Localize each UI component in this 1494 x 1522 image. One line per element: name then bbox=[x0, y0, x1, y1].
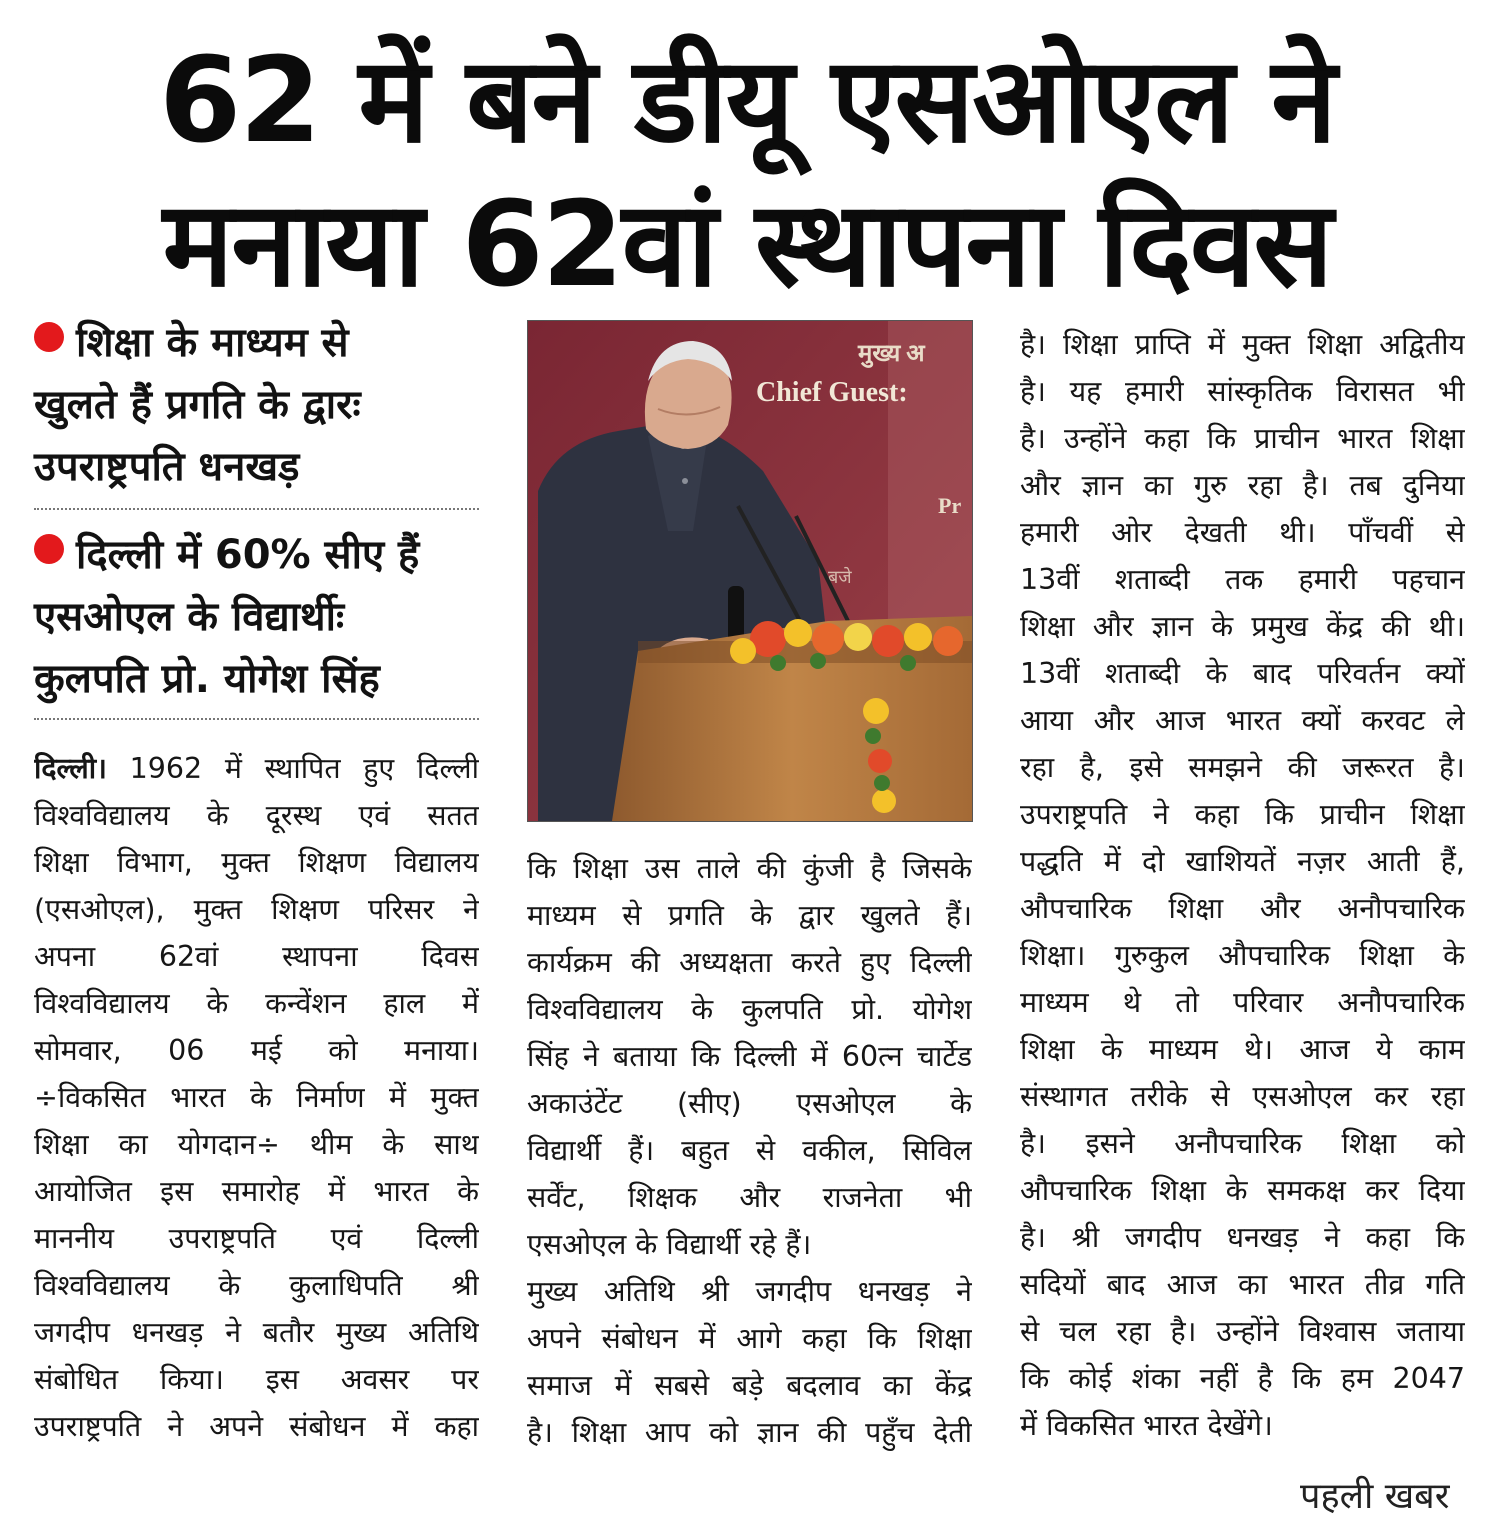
news-photo bbox=[527, 320, 973, 822]
column-3-line: औपचारिक शिक्षा और अनौपचारिक bbox=[1020, 892, 1465, 925]
column-2-line: सर्वेंट, शिक्षक और राजनेता भी bbox=[527, 1181, 972, 1214]
column-3-line: है। शिक्षा प्राप्ति में मुक्त शिक्षा अद्वितीय bbox=[1020, 328, 1465, 361]
column-2-line: समाज में सबसे बड़े बदलाव का केंद्र bbox=[527, 1369, 972, 1402]
column-1-line: (एसओएल), मुक्त शिक्षण परिसर ने bbox=[34, 893, 479, 926]
column-1-line: अपना 62वां स्थापना दिवस bbox=[34, 940, 479, 973]
column-1-line: शिक्षा विभाग, मुक्त शिक्षण विद्यालय bbox=[34, 846, 479, 879]
column-3-line: औपचारिक शिक्षा के समकक्ष कर दिया bbox=[1020, 1174, 1465, 1207]
column-2-line: विश्वविद्यालय के कुलपति प्रो. योगेश bbox=[527, 993, 972, 1026]
column-1-line: आयोजित इस समारोह में भारत के bbox=[34, 1175, 479, 1208]
banner-hindi-text: मुख्य अ bbox=[858, 341, 925, 367]
column-3-line: रहा है, इसे समझने की जरूरत है। bbox=[1020, 751, 1465, 784]
dateline: दिल्ली। bbox=[34, 752, 107, 785]
column-3-line: शिक्षा के माध्यम थे। आज ये काम bbox=[1020, 1033, 1465, 1066]
subhead-2 bbox=[34, 524, 479, 710]
subhead-2-line-2: एसओएल के विद्यार्थीः bbox=[34, 594, 345, 640]
headline-line-2: मनाया 62वां स्थापना दिवस bbox=[162, 175, 1332, 313]
bullet-icon bbox=[34, 534, 64, 564]
subhead-1-line-3: उपराष्ट्रपति धनखड़ bbox=[34, 444, 300, 490]
column-1-line-text: 1962 में स्थापित हुए दिल्ली bbox=[106, 752, 479, 785]
column-3-line: है। श्री जगदीप धनखड़ ने कहा कि bbox=[1020, 1221, 1465, 1254]
subhead-2-line-3: कुलपति प्रो. योगेश सिंह bbox=[34, 656, 380, 702]
subhead-divider-1 bbox=[34, 508, 479, 510]
column-2-line: अकाउंटेंट (सीए) एसओएल के bbox=[527, 1087, 972, 1120]
vice-president-podium-photo bbox=[528, 321, 972, 821]
column-2-line: एसओएल के विद्यार्थी रहे हैं। bbox=[527, 1228, 812, 1261]
subhead-1 bbox=[34, 312, 479, 498]
headline bbox=[20, 28, 1474, 316]
column-3-line: शिक्षा और ज्ञान के प्रमुख केंद्र की थी। bbox=[1020, 610, 1465, 643]
column-2-line: कि शिक्षा उस ताले की कुंजी है जिसके bbox=[527, 852, 972, 885]
column-3-line: 13वीं शताब्दी तक हमारी पहचान bbox=[1020, 563, 1465, 596]
column-3-line: है। यह हमारी सांस्कृतिक विरासत भी bbox=[1020, 375, 1465, 408]
banner-english-text: Chief Guest: bbox=[756, 377, 908, 408]
column-3-line: से चल रहा है। उन्होंने विश्वास जताया bbox=[1020, 1315, 1465, 1348]
article-column-1 bbox=[34, 745, 479, 1450]
article-column-2 bbox=[527, 845, 972, 1456]
column-3-line: उपराष्ट्रपति ने कहा कि प्राचीन शिक्षा bbox=[1020, 798, 1465, 831]
column-3-line: है। उन्होंने कहा कि प्राचीन भारत शिक्षा bbox=[1020, 422, 1465, 455]
column-1-line: उपराष्ट्रपति ने अपने संबोधन में कहा bbox=[34, 1410, 479, 1443]
bullet-icon bbox=[34, 322, 64, 352]
column-3-line: 13वीं शताब्दी के बाद परिवर्तन क्यों bbox=[1020, 657, 1465, 690]
column-1-line bbox=[34, 745, 479, 792]
banner-fragment-text-2: बजे bbox=[828, 567, 852, 587]
newspaper-signature: पहली खबर bbox=[1300, 1476, 1450, 1517]
column-1-line: शिक्षा का योगदान÷ थीम के साथ bbox=[34, 1128, 479, 1161]
column-2-line: विद्यार्थी हैं। बहुत से वकील, सिविल bbox=[527, 1134, 972, 1167]
column-3-line: शिक्षा। गुरुकुल औपचारिक शिक्षा के bbox=[1020, 939, 1465, 972]
column-3-line: है। इसने अनौपचारिक शिक्षा को bbox=[1020, 1127, 1465, 1160]
column-2-line: माध्यम से प्रगति के द्वार खुलते हैं। bbox=[527, 899, 972, 932]
column-3-line: पद्धति में दो खाशियतें नज़र आती हैं, bbox=[1020, 845, 1465, 878]
column-3-line: आया और आज भारत क्यों करवट ले bbox=[1020, 704, 1465, 737]
subhead-1-line-1 bbox=[34, 312, 479, 374]
article-column-3 bbox=[1020, 321, 1465, 1449]
column-1-line: माननीय उपराष्ट्रपति एवं दिल्ली bbox=[34, 1222, 479, 1255]
column-3-line: और ज्ञान का गुरु रहा है। तब दुनिया bbox=[1020, 469, 1465, 502]
column-3-line: सदियों बाद आज का भारत तीव्र गति bbox=[1020, 1268, 1465, 1301]
subhead-divider-2 bbox=[34, 718, 479, 720]
subhead-2-line-1-text: दिल्ली में 60% सीए हैं bbox=[76, 532, 420, 578]
column-1-line: जगदीप धनखड़ ने बतौर मुख्य अतिथि bbox=[34, 1316, 479, 1349]
column-1-line: ÷विकसित भारत के निर्माण में मुक्त bbox=[34, 1081, 479, 1114]
column-2-line: सिंह ने बताया कि दिल्ली में 60त्न चार्टेड bbox=[527, 1040, 972, 1073]
headline-line-1: 62 में बने डीयू एसओएल ने bbox=[159, 31, 1335, 169]
column-3-line: माध्यम थे तो परिवार अनौपचारिक bbox=[1020, 986, 1465, 1019]
column-3-line: कि कोई शंका नहीं है कि हम 2047 bbox=[1020, 1362, 1465, 1395]
column-1-line: विश्वविद्यालय के कन्वेंशन हाल में bbox=[34, 987, 479, 1020]
subhead-2-line-1 bbox=[34, 524, 479, 586]
column-1-line: विश्वविद्यालय के कुलाधिपति श्री bbox=[34, 1269, 479, 1302]
column-2-line: कार्यक्रम की अध्यक्षता करते हुए दिल्ली bbox=[527, 946, 972, 979]
subhead-1-line-2: खुलते हैं प्रगति के द्वारः bbox=[34, 382, 361, 428]
column-3-line: में विकसित भारत देखेंगे। bbox=[1020, 1409, 1273, 1442]
column-3-line: संस्थागत तरीके से एसओएल कर रहा bbox=[1020, 1080, 1465, 1113]
column-2-line: मुख्य अतिथि श्री जगदीप धनखड़ ने bbox=[527, 1275, 972, 1308]
column-2-line: अपने संबोधन में आगे कहा कि शिक्षा bbox=[527, 1322, 972, 1355]
subhead-1-line-1-text: शिक्षा के माध्यम से bbox=[76, 320, 349, 366]
column-1-line: सोमवार, 06 मई को मनाया। bbox=[34, 1034, 479, 1067]
banner-fragment-text: Pr bbox=[938, 493, 962, 518]
column-2-line: है। शिक्षा आप को ज्ञान की पहुँच देती bbox=[527, 1416, 972, 1449]
column-1-line: विश्वविद्यालय के दूरस्थ एवं सतत bbox=[34, 799, 479, 832]
column-3-line: हमारी ओर देखती थी। पाँचवीं से bbox=[1020, 516, 1465, 549]
column-1-line: संबोधित किया। इस अवसर पर bbox=[34, 1363, 479, 1396]
